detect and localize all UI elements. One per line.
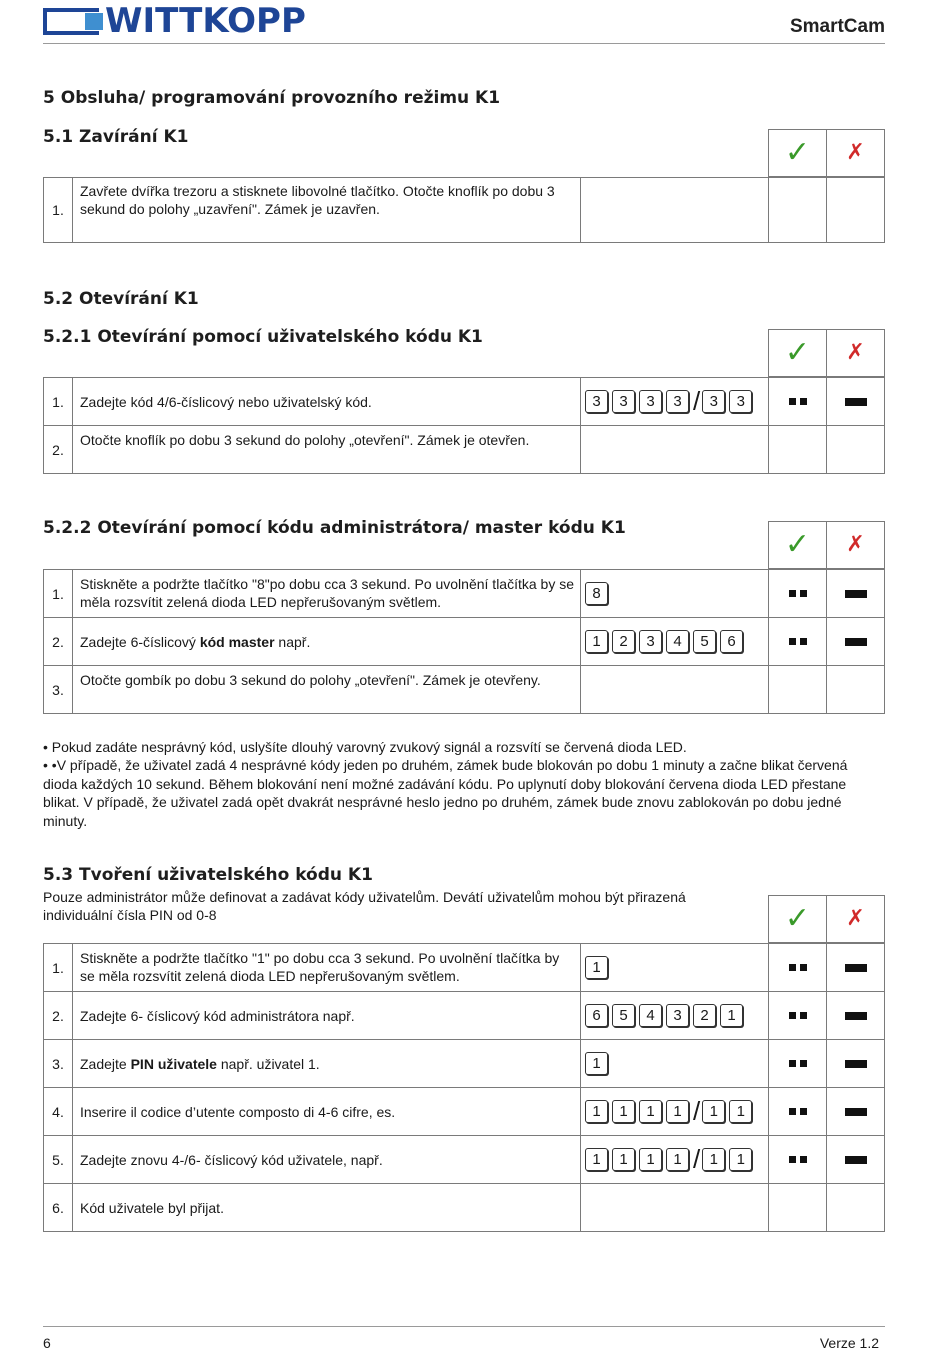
keypad-key: 4 bbox=[666, 630, 689, 653]
step-text bbox=[73, 618, 581, 665]
step-text: Inserire il codice d’utente composto di 4-6 cifre, es. bbox=[73, 1088, 581, 1135]
keypad-key: 1 bbox=[639, 1148, 662, 1171]
separator-slash: / bbox=[693, 1144, 701, 1174]
table-5-2-2 bbox=[43, 521, 885, 714]
fail-cell bbox=[827, 1040, 884, 1087]
short-beep-icon bbox=[789, 1012, 807, 1019]
key-sequence bbox=[581, 1088, 769, 1135]
fail-cell bbox=[827, 992, 884, 1039]
keypad-key: 1 bbox=[585, 1148, 608, 1171]
fail-cell bbox=[827, 666, 884, 713]
table-row bbox=[43, 1135, 885, 1184]
key-sequence bbox=[581, 378, 769, 425]
keypad-key: 3 bbox=[666, 390, 689, 413]
fail-cell bbox=[827, 378, 884, 425]
keypad-key: 3 bbox=[639, 390, 662, 413]
text-segment: např. uživatel 1. bbox=[216, 1056, 320, 1072]
key-sequence bbox=[581, 1040, 769, 1087]
section-5-1-title: 5.1 Zavírání K1 bbox=[43, 127, 189, 147]
keypad-key: 3 bbox=[585, 390, 608, 413]
page-header bbox=[43, 0, 885, 44]
keypad-key: 3 bbox=[612, 390, 635, 413]
success-cell bbox=[769, 1184, 827, 1231]
key-sequence bbox=[581, 426, 769, 473]
section-5-2-1-title: 5.2.1 Otevírání pomocí uživatelského kódu K1 bbox=[43, 327, 483, 347]
table-row bbox=[43, 991, 885, 1040]
keypad-key: 3 bbox=[729, 390, 752, 413]
success-column-header bbox=[768, 895, 827, 943]
long-beep-icon bbox=[845, 1012, 867, 1020]
keypad-key: 1 bbox=[729, 1148, 752, 1171]
long-beep-icon bbox=[845, 590, 867, 598]
text-keyword: PIN uživatele bbox=[130, 1056, 217, 1072]
checkmark-icon: ✓ bbox=[784, 135, 811, 170]
step-number: 6. bbox=[44, 1184, 73, 1231]
keypad-key: 8 bbox=[585, 582, 608, 605]
step-number: 3. bbox=[44, 1040, 73, 1087]
long-beep-icon bbox=[845, 398, 867, 406]
fail-cell bbox=[827, 618, 884, 665]
table-5-1 bbox=[43, 129, 885, 243]
table-5-2-1 bbox=[43, 329, 885, 474]
checkmark-icon: ✓ bbox=[784, 901, 811, 936]
fail-cell bbox=[827, 426, 884, 473]
step-text: Kód uživatele byl přijat. bbox=[73, 1184, 581, 1231]
separator-slash: / bbox=[693, 1096, 701, 1126]
step-text: Stiskněte a podržte tlačítko "1" po dobu cca 3 sekund. Po uvolnění tlačítka by se měla rozsvítit zelená dioda LED nepřerušovaným světlem. bbox=[73, 944, 581, 991]
fail-cell bbox=[827, 570, 884, 617]
long-beep-icon bbox=[845, 964, 867, 972]
step-number: 1. bbox=[44, 570, 73, 617]
short-beep-icon bbox=[789, 1108, 807, 1115]
step-text: Zadejte 6- číslicový kód administrátora např. bbox=[73, 992, 581, 1039]
cross-icon: ✗ bbox=[846, 532, 865, 557]
section-5-3-intro: Pouze administrátor může definovat a zadávat kódy uživatelům. Devátí uživatelům mohou být přirazená individuální čísla PIN od 0-8 bbox=[43, 889, 686, 924]
step-number: 1. bbox=[44, 944, 73, 991]
wittkopp-logo bbox=[43, 3, 306, 39]
keypad-key: 4 bbox=[639, 1004, 662, 1027]
section-5-2-2-title: 5.2.2 Otevírání pomocí kódu administrátora/ master kódu K1 bbox=[43, 518, 626, 538]
version-label: Verze 1.2 bbox=[819, 1335, 879, 1351]
note-paragraph: • •V případě, že uživatel zadá 4 nesprávné kódy jeden po druhém, zámek bude blokován po dobu 1 minuty a začne blikat červená dioda každých 10 sekund. Během blokování není možné zadávání kódu. Po uplynutí doby blokování červena dioda LED přestane blikat. V případě, že uživatel zadá opět dvakrát nesprávné heslo jedno po druhém, zámek bude znovu zablokován po dobu jedné minuty. bbox=[43, 757, 848, 829]
keypad-key: 1 bbox=[729, 1100, 752, 1123]
table-row bbox=[43, 1183, 885, 1232]
note-paragraph: • Pokud zadáte nesprávný kód, uslyšíte dlouhý varovný zvukový signál a rozsvítí se červená dioda LED. bbox=[43, 739, 687, 755]
table-row bbox=[43, 1087, 885, 1136]
key-sequence bbox=[581, 992, 769, 1039]
page-footer bbox=[43, 1326, 885, 1351]
keypad-key: 1 bbox=[666, 1148, 689, 1171]
keypad-key: 1 bbox=[702, 1100, 725, 1123]
keypad-key: 1 bbox=[585, 1100, 608, 1123]
step-text: Stiskněte a podržte tlačítko "8"po dobu cca 3 sekund. Po uvolnění tlačítka by se měla rozsvítit zelená dioda LED nepřerušovaným světlem. bbox=[73, 570, 581, 617]
step-text: Zavřete dvířka trezoru a stisknete libovolné tlačítko. Otočte knoflík po dobu 3 sekund do polohy „uzavření". Zámek je uzavřen. bbox=[73, 178, 581, 242]
keypad-key: 1 bbox=[585, 956, 608, 979]
success-cell bbox=[769, 570, 827, 617]
cross-icon: ✗ bbox=[846, 906, 865, 931]
success-cell bbox=[769, 1040, 827, 1087]
success-cell bbox=[769, 618, 827, 665]
keypad-key: 3 bbox=[666, 1004, 689, 1027]
short-beep-icon bbox=[789, 964, 807, 971]
brand-name: WITTKOPP bbox=[105, 1, 306, 41]
key-sequence bbox=[581, 570, 769, 617]
keypad-key: 1 bbox=[612, 1148, 635, 1171]
fail-cell bbox=[827, 944, 884, 991]
table-row bbox=[43, 1039, 885, 1088]
step-number: 1. bbox=[44, 378, 73, 425]
key-sequence bbox=[581, 1184, 769, 1231]
table-row bbox=[43, 425, 885, 474]
table-row bbox=[43, 377, 885, 426]
keypad-key: 1 bbox=[585, 1052, 608, 1075]
short-beep-icon bbox=[789, 398, 807, 405]
keypad-key: 5 bbox=[693, 630, 716, 653]
success-column-header bbox=[768, 129, 827, 177]
section-5-3-title: 5.3 Tvoření uživatelského kódu K1 bbox=[43, 865, 373, 885]
step-number: 2. bbox=[44, 426, 73, 473]
keypad-key: 5 bbox=[612, 1004, 635, 1027]
keypad-key: 6 bbox=[720, 630, 743, 653]
step-number: 1. bbox=[44, 178, 73, 242]
step-text bbox=[73, 1040, 581, 1087]
short-beep-icon bbox=[789, 638, 807, 645]
step-text: Zadejte kód 4/6-číslicový nebo uživatelský kód. bbox=[73, 378, 581, 425]
long-beep-icon bbox=[845, 638, 867, 646]
fail-column-header bbox=[826, 895, 885, 943]
short-beep-icon bbox=[789, 1156, 807, 1163]
step-number: 4. bbox=[44, 1088, 73, 1135]
fail-cell bbox=[827, 1136, 884, 1183]
text-segment: Zadejte bbox=[80, 1056, 131, 1072]
step-number: 3. bbox=[44, 666, 73, 713]
keypad-key: 2 bbox=[612, 630, 635, 653]
checkmark-icon: ✓ bbox=[784, 335, 811, 370]
key-sequence bbox=[581, 618, 769, 665]
short-beep-icon bbox=[789, 1060, 807, 1067]
step-text: Otočte knoflík po dobu 3 sekund do polohy „otevření". Zámek je otevřen. bbox=[73, 426, 581, 473]
table-row bbox=[43, 177, 885, 243]
table-row bbox=[43, 943, 885, 992]
key-sequence bbox=[581, 944, 769, 991]
notes-block bbox=[43, 738, 873, 830]
keypad-key: 1 bbox=[666, 1100, 689, 1123]
keypad-key: 1 bbox=[612, 1100, 635, 1123]
cross-icon: ✗ bbox=[846, 340, 865, 365]
long-beep-icon bbox=[845, 1108, 867, 1116]
keypad-key: 2 bbox=[693, 1004, 716, 1027]
keypad-key: 1 bbox=[585, 630, 608, 653]
fail-column-header bbox=[826, 329, 885, 377]
long-beep-icon bbox=[845, 1156, 867, 1164]
success-column-header bbox=[768, 329, 827, 377]
keypad-key: 1 bbox=[702, 1148, 725, 1171]
keypad-key: 1 bbox=[639, 1100, 662, 1123]
key-sequence bbox=[581, 1136, 769, 1183]
text-segment: např. bbox=[274, 634, 311, 650]
keypad-key: 6 bbox=[585, 1004, 608, 1027]
fail-column-header bbox=[826, 521, 885, 569]
success-cell bbox=[769, 992, 827, 1039]
success-cell bbox=[769, 666, 827, 713]
key-sequence bbox=[581, 666, 769, 713]
table-row bbox=[43, 617, 885, 666]
success-column-header bbox=[768, 521, 827, 569]
cross-icon: ✗ bbox=[846, 140, 865, 165]
table-5-3 bbox=[43, 895, 885, 1232]
success-cell bbox=[769, 178, 827, 242]
fail-cell bbox=[827, 178, 884, 242]
section-5-2-title: 5.2 Otevírání K1 bbox=[43, 289, 199, 309]
table-row bbox=[43, 665, 885, 714]
step-text: Otočte gombík po dobu 3 sekund do polohy „otevření". Zámek je otevřeny. bbox=[73, 666, 581, 713]
short-beep-icon bbox=[789, 590, 807, 597]
keypad-key: 1 bbox=[720, 1004, 743, 1027]
separator-slash: / bbox=[693, 386, 701, 416]
keypad-key: 3 bbox=[639, 630, 662, 653]
step-number: 5. bbox=[44, 1136, 73, 1183]
text-keyword: kód master bbox=[199, 634, 275, 650]
text-segment: Zadejte 6-číslicový bbox=[80, 634, 200, 650]
step-number: 2. bbox=[44, 618, 73, 665]
keypad-key: 3 bbox=[702, 390, 725, 413]
success-cell bbox=[769, 1088, 827, 1135]
success-cell bbox=[769, 944, 827, 991]
checkmark-icon: ✓ bbox=[784, 527, 811, 562]
step-text: Zadejte znovu 4-/6- číslicový kód uživatele, např. bbox=[73, 1136, 581, 1183]
long-beep-icon bbox=[845, 1060, 867, 1068]
step-number: 2. bbox=[44, 992, 73, 1039]
table-row bbox=[43, 569, 885, 618]
page-number: 6 bbox=[43, 1335, 51, 1351]
product-name: SmartCam bbox=[789, 16, 885, 37]
success-cell bbox=[769, 378, 827, 425]
success-cell bbox=[769, 1136, 827, 1183]
fail-column-header bbox=[826, 129, 885, 177]
key-sequence bbox=[581, 178, 769, 242]
fail-cell bbox=[827, 1088, 884, 1135]
fail-cell bbox=[827, 1184, 884, 1231]
logo-mark-icon bbox=[43, 5, 103, 37]
section-5-title: 5 Obsluha/ programování provozního režimu K1 bbox=[43, 88, 501, 108]
success-cell bbox=[769, 426, 827, 473]
